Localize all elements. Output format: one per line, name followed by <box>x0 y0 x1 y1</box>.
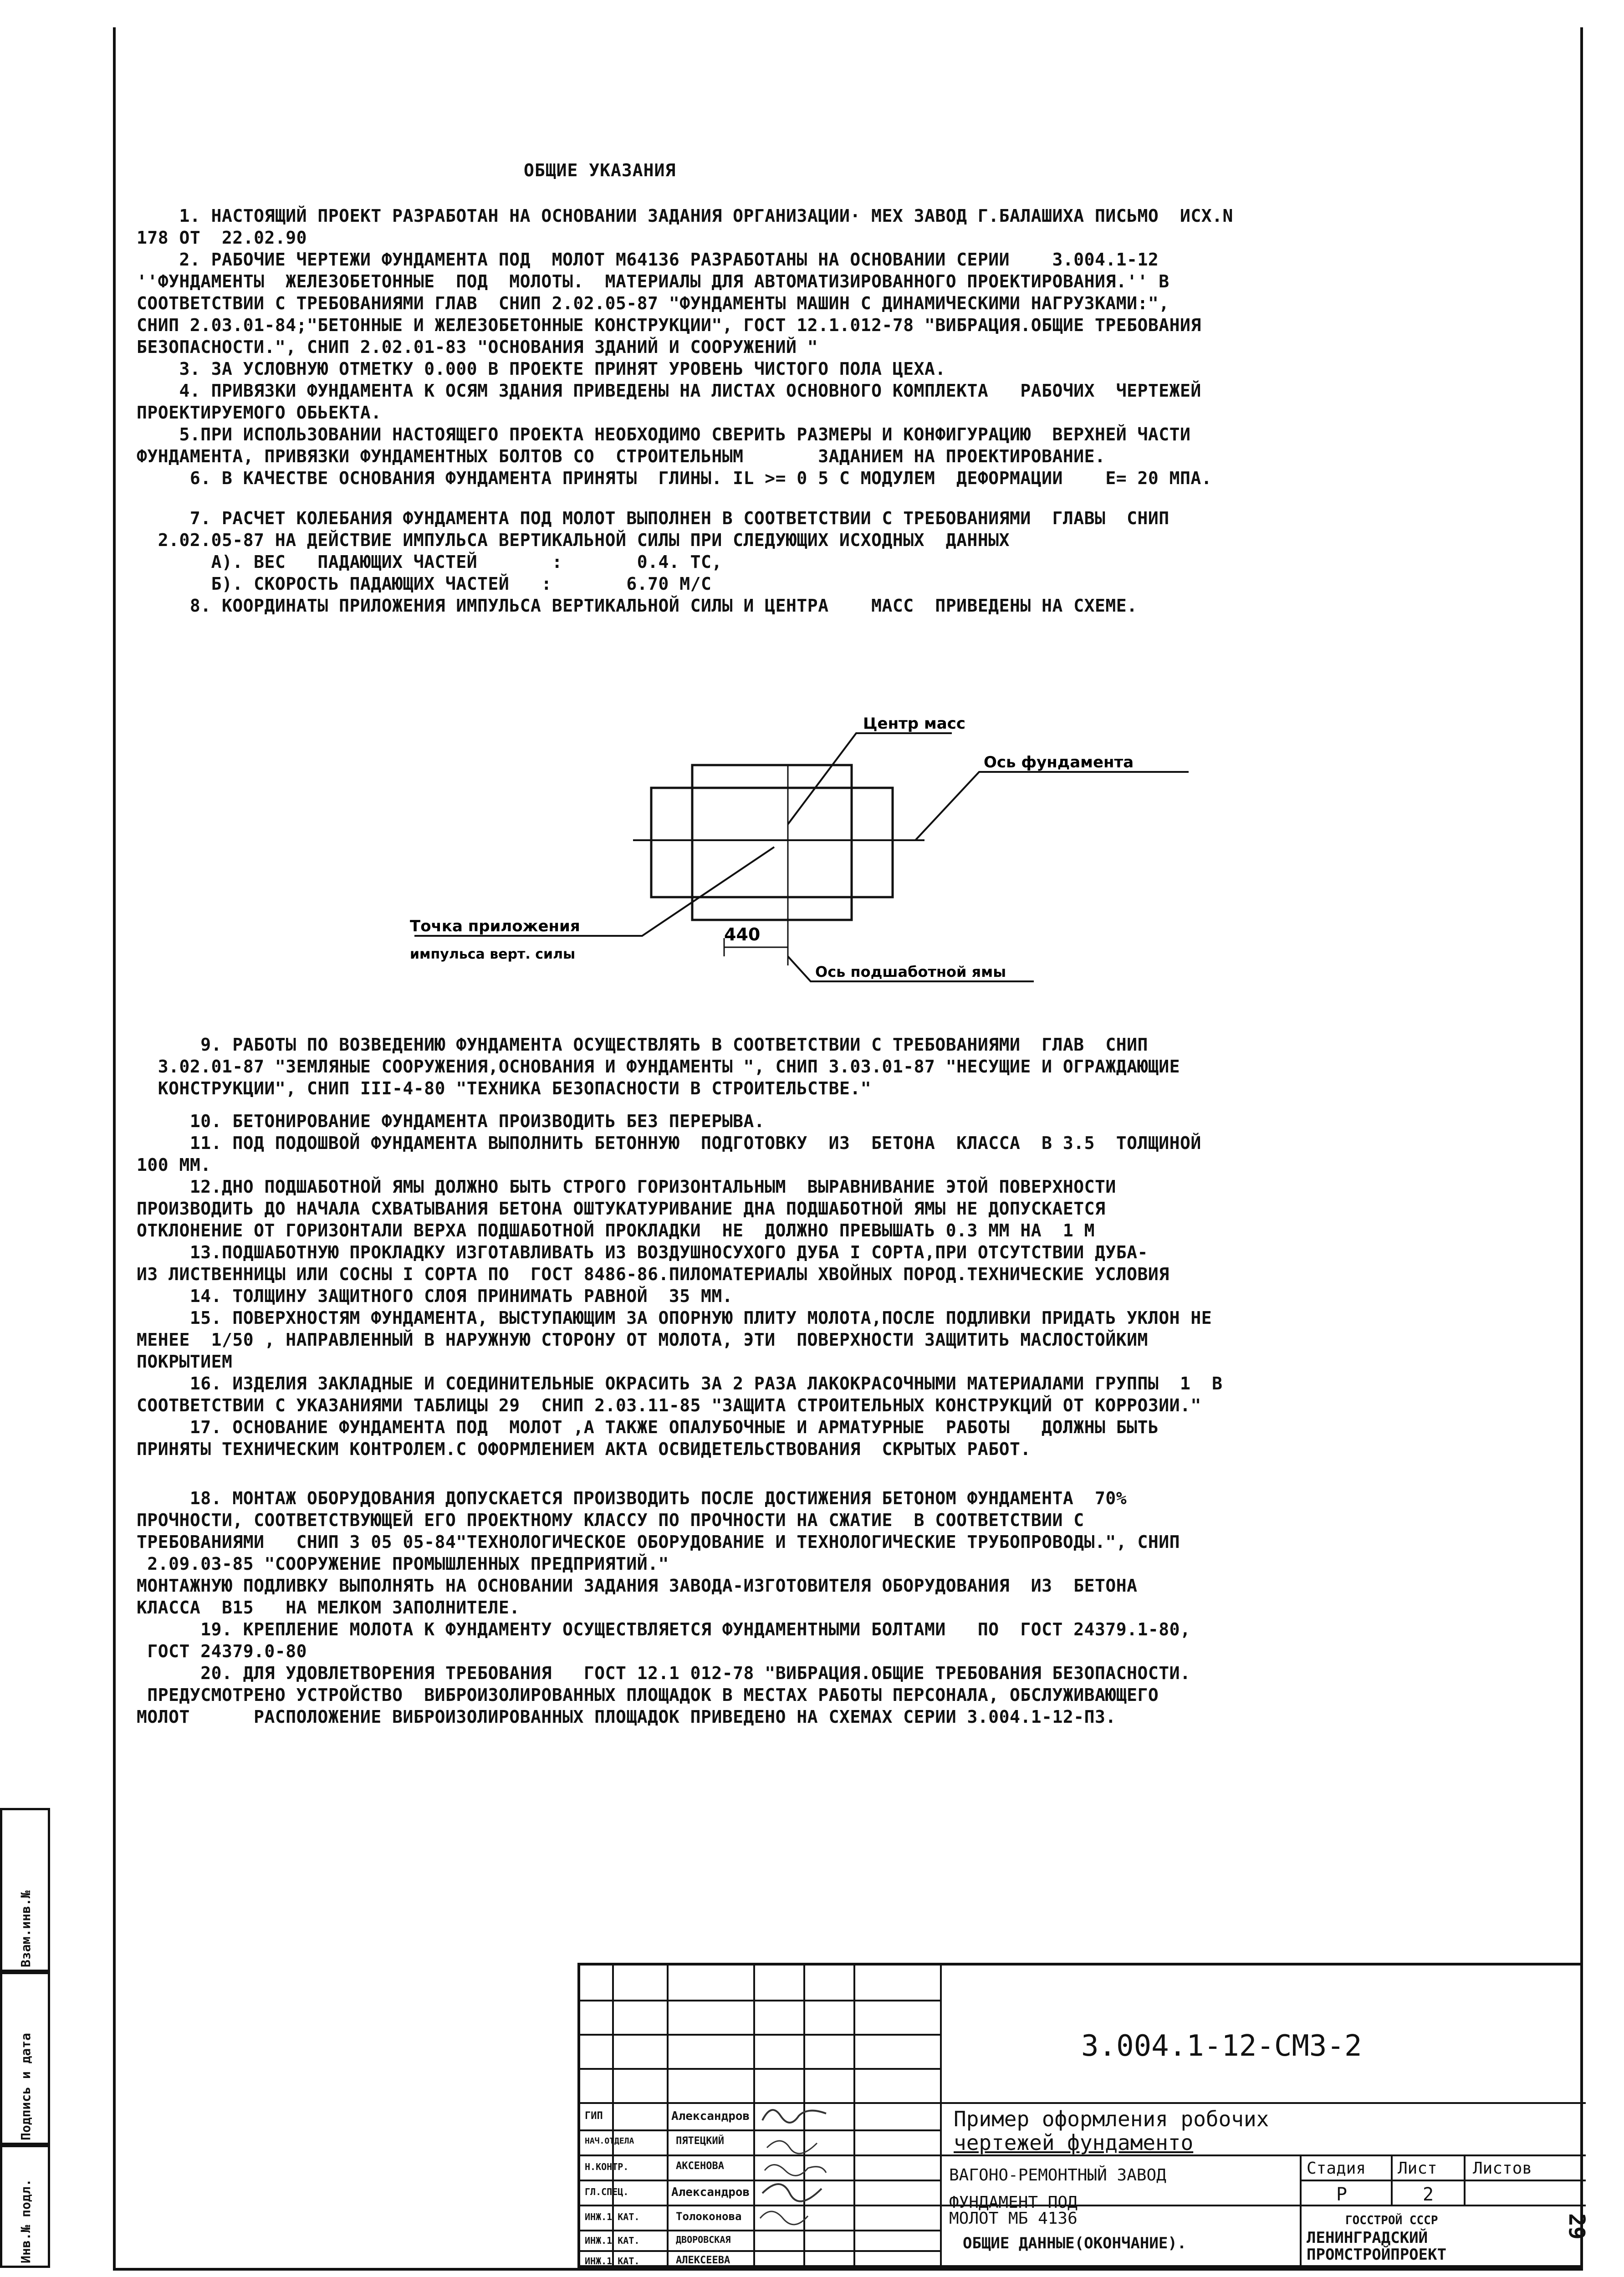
foundation-axis-leader <box>915 772 1189 840</box>
person-name: Толоконова <box>676 2210 742 2223</box>
object-line-1: ФУНДАМЕНТ ПОД <box>949 2193 1078 2212</box>
org-line-3: ПРОМСТРОЙПРОЕКТ <box>1307 2246 1447 2264</box>
person-role: ГИП <box>585 2110 603 2122</box>
foundation-side-block-left <box>651 788 692 897</box>
note-3: 3. ЗА УСЛОВНУЮ ОТМЕТКУ 0.000 В ПРОЕКТЕ ПРИНЯТ УРОВЕНЬ ЧИСТОГО ПОЛА ЦЕХА. <box>137 359 946 379</box>
person-role: Н.КОНТР. <box>585 2161 629 2172</box>
note-4: 4. ПРИВЯЗКИ ФУНДАМЕНТА К ОСЯМ ЗДАНИЯ ПРИВЕДЕНЫ НА ЛИСТАХ ОСНОВНОГО КОМПЛЕКТА РАБОЧИХ ЧЕРТЕЖЕЙ ПРОЕКТИРУЕМОГО ОБЬЕКТА. <box>137 381 1201 423</box>
dimension-value: 440 <box>724 924 761 944</box>
foundation-scheme-diagram <box>387 710 1207 1011</box>
sheet-title: ОБЩИЕ ДАННЫЕ(ОКОНЧАНИЕ). <box>963 2234 1187 2252</box>
person-name: Александров <box>671 2109 750 2123</box>
note-2: 2. РАБОЧИЕ ЧЕРТЕЖИ ФУНДАМЕНТА ПОД МОЛОТ М64136 РАЗРАБОТАНЫ НА ОСНОВАНИИ СЕРИИ 3.004.1-12 ''ФУНДАМЕНТЫ ЖЕЛЕЗОБЕТОННЫЕ ПОД МОЛОТЫ. МАТЕРИАЛЫ ДЛЯ АВТОМАТИЗИРОВАННОГО ПРОЕКТИРОВАНИЯ.'' В СООТВЕТСТВИИ С ТРЕБОВАНИЯМИ ГЛАВ СНИП 2.02.05-87 "ФУНДАМЕНТЫ МАШИН С ДИНАМИЧЕСКИМИ НАГРУЗКАМИ:", СНИП 2.03.01-84;"БЕТОННЫЕ И ЖЕЛЕЗОБЕТОННЫЕ КОНСТРУКЦИИ", ГОСТ 12.1.012-78 "ВИБРАЦИЯ.ОБЩИЕ ТРЕБОВАНИЯ БЕЗОПАСНОСТИ.", СНИП 2.02.01-83 "ОСНОВАНИЯ ЗДАНИЙ И СООРУЖЕНИЙ " <box>137 250 1201 357</box>
notes-10-17: 10. БЕТОНИРОВАНИЕ ФУНДАМЕНТА ПРОИЗВОДИТЬ БЕЗ ПЕРЕРЫВА. 11. ПОД ПОДОШВОЙ ФУНДАМЕНТА ВЫПОЛНИТЬ БЕТОННУЮ ПОДГОТОВКУ ИЗ БЕТОНА КЛАССА В 3.5 ТОЛЩИНОЙ 100 ММ. 12.ДНО ПОДШАБОТНОЙ ЯМЫ ДОЛЖНО БЫТЬ СТРОГО ГОРИЗОНТАЛЬНЫМ ВЫРАВНИВАНИЕ ЭТОЙ ПОВЕРХНОСТИ ПРОИЗВОДИТЬ ДО НАЧАЛА СХВАТЫВАНИЯ БЕТОНА ОШТУКАТУРИВАНИЕ ДНА ПОДШАБОТНОЙ ЯМЫ НЕ ДОПУСКАЕТСЯ ОТКЛОНЕНИЕ ОТ ГОРИЗОНТАЛИ ВЕРХА ПОДШАБОТНОЙ ПРОКЛАДКИ НЕ ДОЛЖНО ПРЕВЫШАТЬ 0.3 ММ НА 1 М 13.ПОДШАБОТНУЮ ПРОКЛАДКУ ИЗГОТАВЛИВАТЬ ИЗ ВОЗДУШНОСУХОГО ДУБА I СОРТА,ПРИ ОТСУТСТВИИ ДУБА- ИЗ ЛИСТВЕННИЦЫ ИЛИ СОСНЫ I СОРТА ПО ГОСТ 8486-86.ПИЛОМАТЕРИАЛЫ ХВОЙНЫХ ПОРОД.ТЕХНИЧЕСКИЕ УСЛОВИЯ 14. ТОЛЩИНУ ЗАЩИТНОГО СЛОЯ ПРИНИМАТЬ РАВНОЙ 35 ММ. 15. ПОВЕРХНОСТЯМ ФУНДАМЕНТА, ВЫСТУПАЮЩИМ ЗА ОПОРНУЮ ПЛИТУ МОЛОТА,ПОСЛЕ ПОДЛИВКИ ПРИДАТЬ УКЛОН НЕ МЕНЕЕ 1/50 , НАПРАВЛЕННЫЙ В НАРУЖНУЮ СТОРОНУ ОТ МОЛОТА, ЭТИ ПОВЕРХНОСТИ ЗАЩИТИТЬ МАСЛОСТОЙКИМ ПОКРЫТИЕМ 16. ИЗДЕЛИЯ ЗАКЛАДНЫЕ И СОЕДИНИТЕЛЬНЫЕ ОКРАСИТЬ ЗА 2 РАЗА ЛАКОКРАСОЧНЫМИ МАТЕРИАЛАМИ ГРУППЫ 1 В СООТВЕТСТВИИ С УКАЗАНИЯМИ ТАБЛИЦЫ 29 СНИП 2.03.11-85 "ЗАЩИТА СТРОИТЕЛЬНЫХ КОНСТРУКЦИЙ ОТ КОРРОЗИИ." 17. ОСНОВАНИЕ ФУНДАМЕНТА ПОД МОЛОТ ,А ТАКЖЕ ОПАЛУБОЧНЫЕ И АРМАТУРНЫЕ РАБОТЫ ДОЛЖНЫ БЫТЬ ПРИНЯТЫ ТЕХНИЧЕСКИМ КОНТРОЛЕМ.С ОФОРМЛЕНИЕМ АКТА ОСВИДЕТЕЛЬСТВОВАНИЯ СКРЫТЫХ РАБОТ. <box>137 1111 1223 1459</box>
frame-right-border <box>1580 27 1583 2268</box>
application-point-label-1: Точка приложения <box>410 917 580 935</box>
person-name: АЛЕКСЕЕВА <box>676 2255 730 2266</box>
doc-code: 3.004.1-12-СМ3-2 <box>1081 2029 1362 2063</box>
notes-block-top <box>137 205 1562 617</box>
project-title-line-1: Пример оформления робочих <box>954 2107 1269 2131</box>
note-6: 6. В КАЧЕСТВЕ ОСНОВАНИЯ ФУНДАМЕНТА ПРИНЯТЫ ГЛИНЫ. IL >= 0 5 С МОДУЛЕМ ДЕФОРМАЦИИ E= 20 МПА. <box>137 468 1212 488</box>
note-1: 1. НАСТОЯЩИЙ ПРОЕКТ РАЗРАБОТАН НА ОСНОВАНИИ ЗАДАНИЯ ОРГАНИЗАЦИИ· МЕХ ЗАВОД Г.БАЛАШИХА ПИСЬМО ИСХ.N 178 ОТ 22.02.90 <box>137 206 1233 248</box>
person-name: АКСЕНОВА <box>676 2160 724 2172</box>
person-name: Александров <box>671 2185 750 2199</box>
person-name: ДВОРОВСКАЯ <box>676 2234 731 2245</box>
person-role: ИНЖ.1 КАТ. <box>585 2211 640 2222</box>
note-7: 7. РАСЧЕТ КОЛЕБАНИЯ ФУНДАМЕНТА ПОД МОЛОТ ВЫПОЛНЕН В СООТВЕТСТВИИ С ТРЕБОВАНИЯМИ ГЛАВЫ СНИП 2.02.05-87 НА ДЕЙСТВИЕ ИМПУЛЬСА ВЕРТИКАЛЬНОЙ СИЛЫ ПРИ СЛЕДУЮЩИХ ИСХОДНЫХ ДАННЫХ А). ВЕС ПАДАЮЩИХ ЧАСТЕЙ : 0.4. ТС, Б). СКОРОСТЬ ПАДАЮЩИХ ЧАСТЕЙ : 6.70 М/С <box>158 508 1169 594</box>
signature-scribbles <box>753 2102 853 2271</box>
center-mass-leader <box>788 733 952 824</box>
object-line-2: МОЛОТ МБ 4136 <box>949 2209 1078 2228</box>
customer-name: ВАГОНО-РЕМОНТНЫЙ ЗАВОД <box>949 2166 1166 2185</box>
notes-18-20: 18. МОНТАЖ ОБОРУДОВАНИЯ ДОПУСКАЕТСЯ ПРОИЗВОДИТЬ ПОСЛЕ ДОСТИЖЕНИЯ БЕТОНОМ ФУНДАМЕНТА 70% ПРОЧНОСТИ, СООТВЕТСТВУЮЩЕЙ ЕГО ПРОЕКТНОМУ КЛАССУ ПО ПРОЧНОСТИ НА СЖАТИЕ В СООТВЕТСТВИИ С ТРЕБОВАНИЯМИ СНИП 3 05 05-84"ТЕХНОЛОГИЧЕСКОЕ ОБОРУДОВАНИЕ И ТЕХНОЛОГИЧЕСКИЕ ТРУБОПРОВОДЫ.", СНИП 2.09.03-85 "СООРУЖЕНИЕ ПРОМЫШЛЕННЫХ ПРЕДПРИЯТИЙ." МОНТАЖНУЮ ПОДЛИВКУ ВЫПОЛНЯТЬ НА ОСНОВАНИИ ЗАДАНИЯ ЗАВОДА-ИЗГОТОВИТЕЛЯ ОБОРУДОВАНИЯ ИЗ БЕТОНА КЛАССА В15 НА МЕЛКОМ ЗАПОЛНИТЕЛЕ. 19. КРЕПЛЕНИЕ МОЛОТА К ФУНДАМЕНТУ ОСУЩЕСТВЛЯЕТСЯ ФУНДАМЕНТНЫМИ БОЛТАМИ ПО ГОСТ 24379.1-80, ГОСТ 24379.0-80 20. ДЛЯ УДОВЛЕТВОРЕНИЯ ТРЕБОВАНИЯ ГОСТ 12.1 012-78 "ВИБРАЦИЯ.ОБЩИЕ ТРЕБОВАНИЯ БЕЗОПАСНОСТИ. ПРЕДУСМОТРЕНО УСТРОЙСТВО ВИБРОИЗОЛИРОВАННЫХ ПЛОЩАДОК В МЕСТАХ РАБОТЫ ПЕРСОНАЛА, ОБСЛУЖИВАЮЩЕГО МОЛОТ РАСПОЛОЖЕНИЕ ВИБРОИЗОЛИРОВАННЫХ ПЛОЩАДОК ПРИВЕДЕНО НА СХЕМАХ СЕРИИ 3.004.1-12-ПЗ. <box>137 1488 1191 1727</box>
side-label-sign: Подпись и дата <box>18 2032 33 2140</box>
stage-label: Стадия <box>1307 2159 1366 2178</box>
org-line-2: ЛЕНИНГРАДСКИЙ <box>1307 2229 1428 2247</box>
sheet-value: 2 <box>1423 2184 1434 2205</box>
sheet-label: Лист <box>1398 2159 1437 2178</box>
page-title: ОБЩИЕ УКАЗАНИЯ <box>524 160 676 180</box>
side-label-inv: Инв.№ подл. <box>18 2179 33 2263</box>
title-block <box>577 1963 1583 2268</box>
person-role: ИНЖ.1 КАТ. <box>585 2256 640 2267</box>
person-name: ПЯТЕЦКИЙ <box>676 2135 724 2147</box>
org-line-1: ГОССТРОЙ СССР <box>1345 2214 1438 2227</box>
foundation-axis-label: Ось фундамента <box>984 753 1134 771</box>
pit-axis-label: Ось подшаботной ямы <box>815 963 1006 980</box>
application-point-label-2: импульса верт. силы <box>410 946 576 962</box>
notes-block-bottom <box>137 1034 1562 1728</box>
project-title-line-2: чертежей фундаменто <box>954 2130 1194 2155</box>
foundation-upper-block <box>651 788 893 897</box>
note-9: 9. РАБОТЫ ПО ВОЗВЕДЕНИЮ ФУНДАМЕНТА ОСУЩЕСТВЛЯТЬ В СООТВЕТСТВИИ С ТРЕБОВАНИЯМИ ГЛАВ СНИП 3.02.01-87 "ЗЕМЛЯНЫЕ СООРУЖЕНИЯ,ОСНОВАНИЯ И ФУНДАМЕНТЫ ", СНИП 3.03.01-87 "НЕСУЩИЕ И ОГРАЖДАЮЩИЕ КОНСТРУКЦИИ", СНИП III-4-80 "ТЕХНИКА БЕЗОПАСНОСТИ В СТРОИТЕЛЬСТВЕ." <box>158 1035 1180 1098</box>
side-label-vzam: Взам.инв.№ <box>18 1890 33 1967</box>
person-role: НАЧ.ОТДЕЛА <box>585 2136 634 2146</box>
center-mass-label: Центр масс <box>863 715 966 733</box>
note-5: 5.ПРИ ИСПОЛЬЗОВАНИИ НАСТОЯЩЕГО ПРОЕКТА НЕОБХОДИМО СВЕРИТЬ РАЗМЕРЫ И КОНФИГУРАЦИЮ ВЕРХНЕЙ ЧАСТИ ФУНДАМЕНТА, ПРИВЯЗКИ ФУНДАМЕНТНЫХ БОЛТОВ СО СТРОИТЕЛЬНЫМ ЗАДАНИЕМ НА ПРОЕКТИРОВАНИЕ. <box>137 424 1191 466</box>
person-role: ГЛ.СПЕЦ. <box>585 2186 629 2197</box>
stage-value: Р <box>1336 2184 1348 2205</box>
person-role: ИНЖ.1 КАТ. <box>585 2235 640 2246</box>
frame-left-border <box>113 27 116 2268</box>
note-8: 8. КООРДИНАТЫ ПРИЛОЖЕНИЯ ИМПУЛЬСА ВЕРТИКАЛЬНОЙ СИЛЫ И ЦЕНТРА МАСС ПРИВЕДЕНЫ НА СХЕМЕ. <box>137 596 1138 616</box>
side-stamp <box>0 1776 113 2268</box>
page-number: 29 <box>1564 2213 1589 2240</box>
sheets-label: Листов <box>1473 2159 1532 2178</box>
